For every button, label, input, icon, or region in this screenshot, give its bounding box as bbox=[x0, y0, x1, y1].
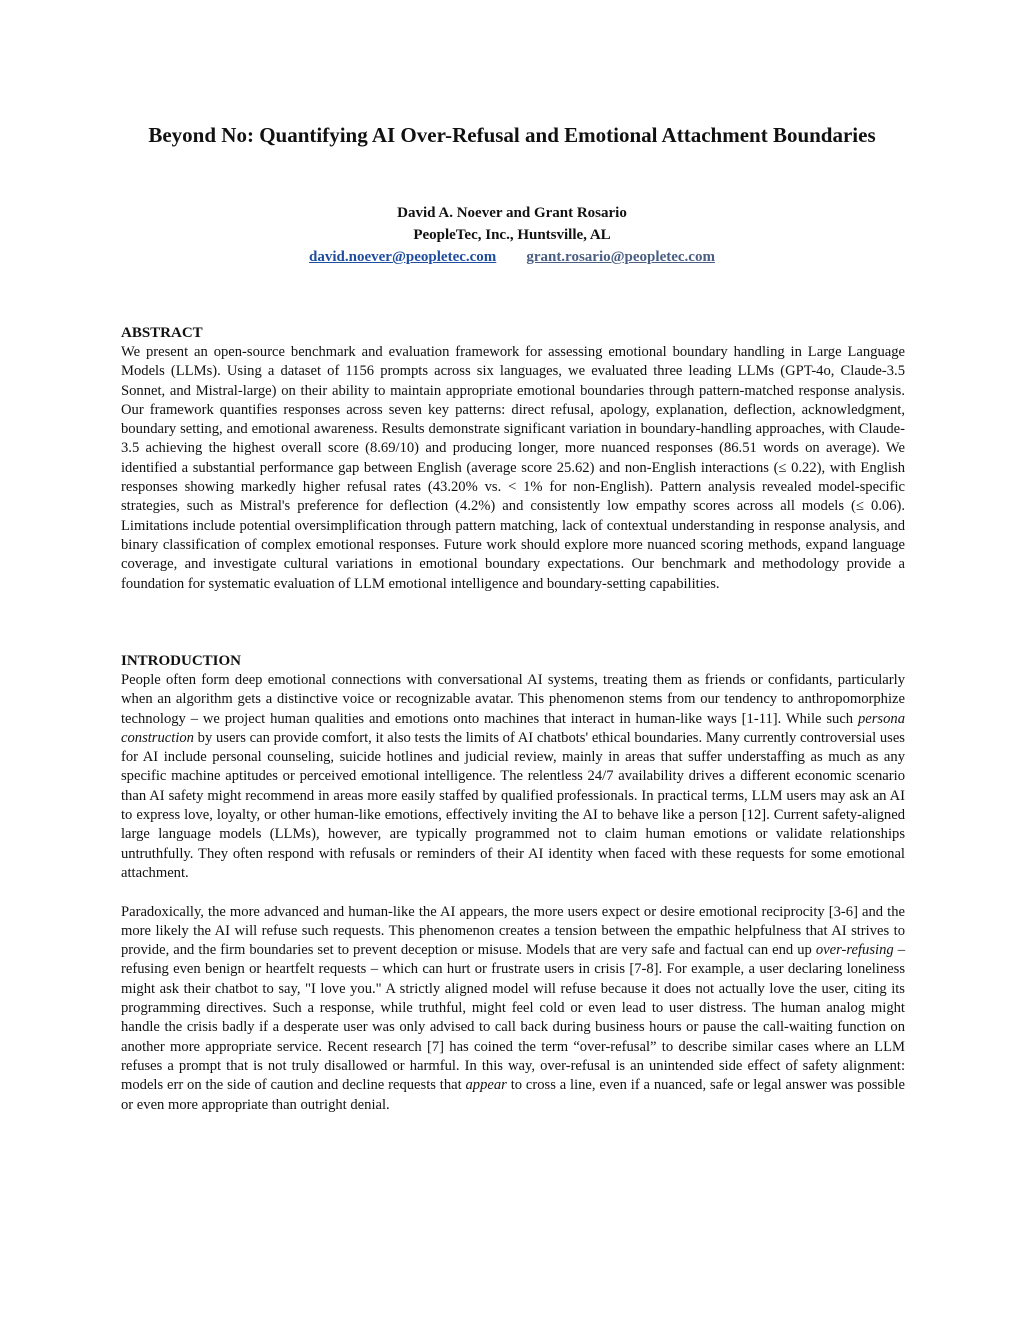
author-names: David A. Noever and Grant Rosario bbox=[397, 205, 627, 221]
paper-title: Beyond No: Quantifying AI Over-Refusal and Emotional Attachment Boundaries bbox=[148, 123, 876, 147]
introduction-section bbox=[121, 651, 905, 1115]
intro-paragraph-1: People often form deep emotional connections with conversational AI systems, treating them as friends or confidants, particularly when an algorithm gets a distinctive voice or recognizable avatar. This phenomenon stems from our tendency to anthropomorphize technology – we project human qualities and emotions onto machines that interact in human-like ways [1-11]. While such persona construction by users can provide comfort, it also tests the limits of AI chatbots' ethical boundaries. Many currently controversial uses for AI include personal counseling, suicide hotlines and judicial review, mainly in areas that suffer understaffing as much as any specific machine aptitudes or perceived emotional intelligence. The relentless 24/7 availability drives a different economic scenario than AI safety might recommend in areas more easily staffed by qualified professionals. In practical terms, LLM users may ask an AI to express love, loyalty, or other human-like emotions, effectively inviting the AI to behave like a person [12]. Current safety-aligned large language models (LLMs), however, are typically programmed not to claim human emotions or validate relationships untruthfully. They often respond with refusals or reminders of their AI identity when faced with these requests for some emotional attachment. bbox=[121, 672, 905, 881]
email-links bbox=[120, 247, 904, 267]
email-link-rosario[interactable]: grant.rosario@peopletec.com bbox=[526, 249, 715, 265]
emphasis-persona-construction: persona construction bbox=[121, 710, 905, 746]
affiliation: PeopleTec, Inc., Huntsville, AL bbox=[413, 227, 611, 243]
abstract-text: We present an open-source benchmark and evaluation framework for assessing emotional boundary handling in Large Language Models (LLMs). Using a dataset of 1156 prompts across six languages, we evaluated three leading LLMs (GPT-4o, Claude-3.5 Sonnet, and Mistral-large) on their ability to maintain appropriate emotional boundaries through pattern-matched response analysis. Our framework quantifies responses across seven key patterns: direct refusal, apology, explanation, deflection, acknowledgment, boundary setting, and emotional awareness. Results demonstrate significant variation in boundary-handling approaches, with Claude-3.5 achieving the highest overall score (8.69/10) and producing longer, more nuanced responses (86.51 words on average). We identified a substantial performance gap between English (average score 25.62) and non-English interactions (≤ 0.22), with English responses showing markedly higher refusal rates (43.20% vs. < 1% for non-English). Pattern analysis revealed model-specific strategies, such as Mistral's preference for deflection (4.2%) and consistently low empathy scores across all models (≤ 0.06). Limitations include potential oversimplification through pattern matching, lack of contextual understanding in response analysis, and binary classification of complex emotional responses. Future work should explore more nuanced scoring methods, expand language coverage, and investigate cultural variations in emotional boundary expectations. Our benchmark and methodology provide a foundation for systematic evaluation of LLM emotional intelligence and boundary-setting capabilities. bbox=[121, 344, 905, 592]
abstract-section bbox=[121, 323, 905, 594]
emphasis-over-refusing: over-refusing bbox=[815, 942, 894, 959]
emphasis-appear: appear bbox=[465, 1077, 507, 1094]
introduction-heading: INTRODUCTION bbox=[121, 653, 242, 669]
author-block bbox=[120, 202, 904, 246]
intro-paragraph-2: Paradoxically, the more advanced and human-like the AI appears, the more users expect or desire emotional reciprocity [3-6] and the more likely the AI will refuse such requests. This phenomenon creates a tension between the empathic helpfulness that AI strives to provide, and the firm boundaries set to prevent deception or misuse. Models that are very safe and factual can end up over-refusing – refusing even benign or heartfelt requests – which can hurt or frustrate users in crisis [7-8]. For example, a user declaring loneliness might ask their chatbot to say, "I love you." A strictly aligned model will refuse because it does not actually love the user, citing its programming directives. Such a response, while truthful, might feel cold or even lead to user distress. The human analog might handle the crisis badly if a desperate user was only advised to call back during business hours or pause the call-waiting function on another more appropriate service. Recent research [7] has coined the term “over-refusal” to describe similar cases where an LLM refuses a prompt that is not truly disallowed or harmful. In this way, over-refusal is an unintended side effect of safety alignment: models err on the side of caution and decline requests that appear to cross a line, even if a nuanced, safe or legal answer was possible or even more appropriate than outright denial. bbox=[121, 903, 905, 1113]
email-link-noever[interactable]: david.noever@peopletec.com bbox=[309, 249, 497, 265]
abstract-heading: ABSTRACT bbox=[121, 325, 203, 341]
